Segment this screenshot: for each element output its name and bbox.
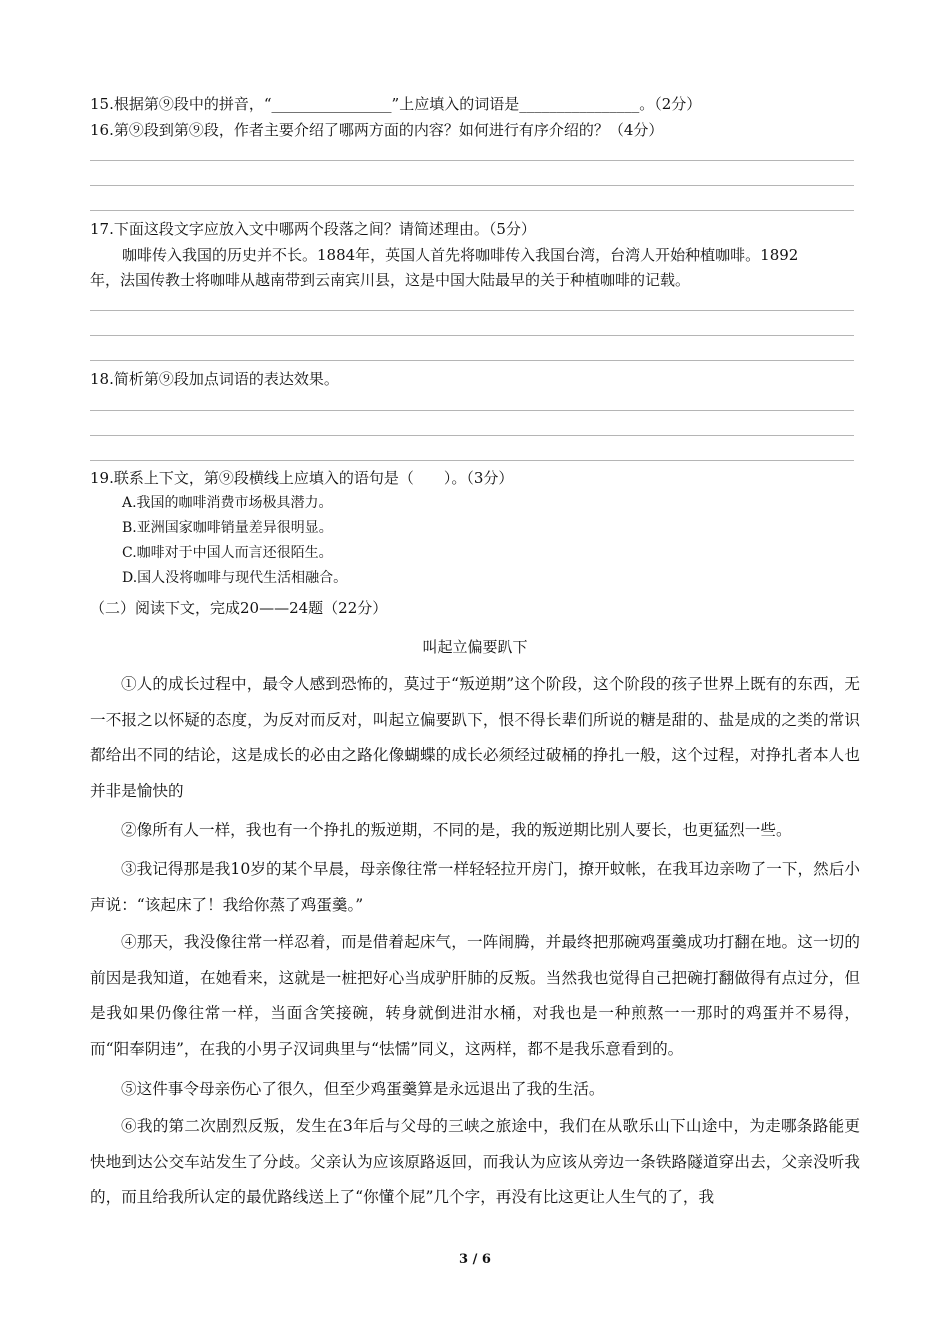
- answer-line: [90, 360, 854, 361]
- question-16: 16.第⑨段到第⑨段，作者主要介绍了哪两方面的内容？如何进行有序介绍的？（4分）: [90, 121, 664, 139]
- answer-line: [90, 335, 854, 336]
- question-17-passage-line-1: 咖啡传入我国的历史并不长。1884年，英国人首先将咖啡传入我国台湾，台湾人开始种植咖啡。1892: [122, 246, 799, 264]
- article-title: 叫起立偏要趴下: [422, 638, 528, 656]
- paragraph-6: ⑥我的第二次剧烈反叛，发生在3年后与父母的三峡之旅途中，我们在从歌乐山下山途中，为走哪条路能更快地到达公交车站发生了分歧。父亲认为应该原路返回，而我认为应该从旁边一条铁路隧道穿出去，父亲没听我的，而且给我所认定的最优路线送上了“你懂个屁”几个字，再没有比这更让人生气的了，我: [90, 1117, 860, 1206]
- paragraph-4: ④那天，我没像往常一样忍着，而是借着起床气，一阵闹腾，并最终把那碗鸡蛋羹成功打翻在地。这一切的前因是我知道，在她看来，这就是一桩把好心当成驴肝肺的反叛。当然我也觉得自己把碗打翻做得有点过分，但是我如果仍像往常一样，当面含笑接碗，转身就倒进泔水桶，对我也是一种煎熬一一那时的鸡蛋并不易得，而“阳奉阴违”，在我的小男子汉词典里与“怯懦”同义，这两样，都不是我乐意看到的。: [90, 933, 860, 1058]
- answer-line: [90, 410, 854, 411]
- question-19: 19.联系上下文，第⑨段横线上应填入的语句是（ ）。（3分）: [90, 469, 514, 487]
- answer-line: [90, 310, 854, 311]
- paragraph-3: ③我记得那是我10岁的某个早晨，母亲像往常一样轻轻拉开房门，撩开蚊帐，在我耳边亲吻了一下，然后小声说：“该起床了！我给你蒸了鸡蛋羹。”: [90, 860, 860, 914]
- question-15: 15.根据第⑨段中的拼音，“________________”上应填入的词语是________________。（2分）: [90, 95, 702, 113]
- option-c: C.咖啡对于中国人而言还很陌生。: [122, 545, 333, 561]
- paragraph-1: ①人的成长过程中，最令人感到恐怖的，莫过于“叛逆期”这个阶段，这个阶段的孩子世界上既有的东西，无一不报之以怀疑的态度，为反对而反对，叫起立偏要趴下，恨不得长辈们所说的糖是甜的、盐是成的之类的常识都给出不同的结论，这是成长的必由之路化像蝴蝶的成长必须经过破桶的挣扎一般，这个过程，对挣扎者本人也并非是愉快的: [90, 675, 860, 800]
- option-b: B.亚洲国家咖啡销量差异很明显。: [122, 520, 333, 536]
- paragraph-2: ②像所有人一样，我也有一个挣扎的叛逆期，不同的是，我的叛逆期比别人要长，也更猛烈一些。: [121, 821, 792, 839]
- answer-line: [90, 210, 854, 211]
- answer-line: [90, 185, 854, 186]
- section-2-heading: （二）阅读下文，完成20——24题（22分）: [90, 599, 388, 617]
- answer-line: [90, 435, 854, 436]
- answer-line: [90, 460, 854, 461]
- option-d: D.国人没将咖啡与现代生活相融合。: [122, 570, 348, 586]
- question-18: 18.简析第⑨段加点词语的表达效果。: [90, 370, 339, 388]
- question-17: 17.下面这段文字应放入文中哪两个段落之间？请简述理由。（5分）: [90, 220, 536, 238]
- page-number: 3 / 6: [459, 1252, 491, 1267]
- paragraph-5: ⑤这件事令母亲伤心了很久，但至少鸡蛋羹算是永远退出了我的生活。: [121, 1080, 605, 1098]
- answer-line: [90, 160, 854, 161]
- option-a: A.我国的咖啡消费市场极具潜力。: [122, 495, 333, 511]
- question-17-passage-line-2: 年，法国传教士将咖啡从越南带到云南宾川县，这是中国大陆最早的关于种植咖啡的记载。: [90, 271, 691, 289]
